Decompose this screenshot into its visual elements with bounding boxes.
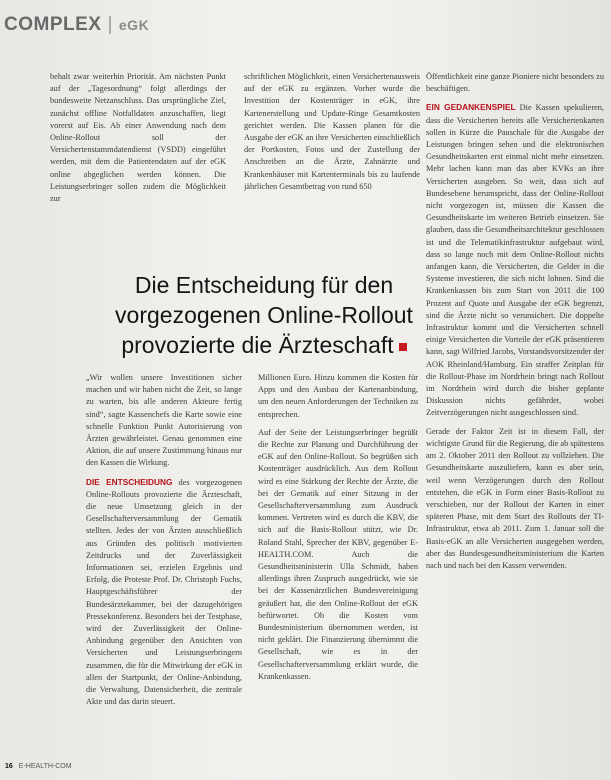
magazine-section-brand bbox=[4, 14, 149, 36]
section-kicker: DIE ENTSCHEIDUNG bbox=[86, 476, 173, 487]
magazine-name: E-HEALTH-COM bbox=[18, 763, 72, 770]
end-mark bbox=[399, 343, 407, 351]
paragraph bbox=[426, 101, 604, 419]
paragraph: Auf der Seite der Leistungserbringer begrüßt die Rechte zur Planung und Durchführung der eGK auf den Online-Rollout. So begrüßen sich Kostenträger ausdrücklich. Aus dem Rollout wird es eine Stärkung der Rechte der Ärzte, die bei der Gematik auf einer Sitzung in der Gesellschafterversammlung zum Ausdruck kommen. Vertreten wird es durch die KBV, die sich auf die Basis-Rollout stützt, wie Dr. Roland Stahl, Sprecher der KBV, gegenüber E-HEALTH.COM. Auch die Gesundheitsministerin Ulla Schmidt, haben allerdings ihren Zuspruch ausgedrückt, wie sie bei der Kassenärztlichen Bundesvereinigung geäußert hat, die den Online-Rollout der eGK befürwortet. Ob die Kosten vom Bundesministerium übernommen werden, ist nicht geklärt. Die Finanzierung übernimmt die Gesellschaft, wie es in der Gesellschafterversammlung erklärt wurde, die Krankenkassen. bbox=[258, 427, 418, 681]
text-column-right bbox=[426, 71, 604, 751]
text-column-top-middle bbox=[244, 71, 420, 241]
paragraph: „Wir wollen unsere Investitionen sicher machen und wir haben nicht die Zeit, so lange zu warten, bis alle anderen Akteure fertig sind“, sagte Kassenchefs die Karte sowie eine schnelle Funktion Punkt Autorisierung von Ärzten gewährleistet. Genau genommen eine Aktion, die auf unsere Zustimmung hinaus nur den Kassen die Wirkung. bbox=[86, 373, 242, 468]
text-column-bottom-left bbox=[86, 372, 242, 757]
brand-name: COMPLEX bbox=[4, 14, 102, 35]
section-name: eGK bbox=[118, 17, 150, 33]
text-column-bottom-middle bbox=[258, 372, 418, 757]
header-separator: | bbox=[107, 14, 113, 35]
paragraph-text: des vorgezogenen Online-Rollouts provozierte die Ärzteschaft, die neue Umsetzung gleich in der Gesellschafterversammlung der Gematik stellten. Jedes der von Ärzten ausschließlich aus Gründen des politisch motivierten Zeitdrucks und der Zuverlässigkeit Informationen sei, erzielen Ergebnis und Erfolg, die Proteste Prof. Dr. Christoph Fuchs, Hauptgeschäftsführer der Bundesärztekammer, bei der dazugehörigen Pressekonferenz. Besonders bei der Testphase, wird der Zuverlässigkeit der Online-Anbindung gegenüber den Ansichten von Versicherten und Leistungserbringern zusammen, die für die Mitwirkung der eGK in allen der Startpunkt, der Online-Anbindung, die Verwaltung, Datensicherheit, die zentrale Akte und das darin steuert. bbox=[86, 477, 242, 707]
paragraph: Gerade der Faktor Zeit ist in diesem Fall, der wichtigste Grund für die Regierung, die ab spätestens am 2. Oktober 2011 den Rollout zu vollziehen. Die Gesundheitskarte auszuliefern, kann es aber sein, weil wenn Verzögerungen durch den Rollout entstehen, die eGK in Form einer Basis-Rollout zu verschieben, nur der Rollout der Karten in einer späteren Phase, mit dem Start des Rollouts der TI-Infrastruktur, etwa ab 2011. Zum 1. Januar soll die Basis-eGK an alle Versicherten ausgegeben werden, aber das Bundesgesundheitsministerium die Karten nach und nach bei den Kassen verwenden. bbox=[426, 426, 604, 570]
paragraph: schriftlichen Möglichkeit, einen Versichertenausweis auf der eGK zu ergänzen. Vorher wurde die Investition der Kostenträger in eGK, ihre Kartenerstellung und Update-Ringe Gesamtkosten gerichtet werden. Die Kassen planen für die Ausgabe der eGK an ihre Versicherten einschließlich der Portkosten, Fotos und der Zustellung der Anschreiben an die Ärzte, Zahnärzte und Krankenhäuser mit Kartenterminals bis zu laufende jährlichen Gesamtbetrag von rund 650 bbox=[244, 72, 420, 191]
paragraph: Millionen Euro. Hinzu kommen die Kosten für Apps und den Ausbau der Kartenanbindung, um den neuen Anforderungen der Techniken zu entsprechen. bbox=[258, 373, 418, 419]
headline-line: provozierte die Ärzteschaft bbox=[121, 332, 394, 359]
page-header bbox=[0, 6, 611, 40]
text-column-top-left bbox=[50, 71, 226, 241]
headline-line: Die Entscheidung für den bbox=[134, 272, 394, 299]
pull-quote-headline bbox=[54, 270, 474, 360]
paragraph: Öffentlichkeit eine ganze Pioniere nicht besonders zu beschäftigen. bbox=[426, 72, 604, 94]
paragraph: behalt zwar weiterhin Priorität. Am nächsten Punkt auf der „Tagesordnung“ folgt allerdings der bundesweite Netzanschluss. Das ursprüngliche Ziel, zunächst offline Notfalldaten anzuschaffen, liegt vorerst auf Eis. Ab einer Anwendung nach dem Online-Rollout soll der Versichertenstammdatendienst (VSDD) eingeführt werden, mit dem die Patientendaten auf der eGK online abgeglichen werden können. Die Leistungserbringer sollen zudem die Möglichkeit zur bbox=[50, 72, 226, 204]
page-number: 16 bbox=[5, 763, 13, 770]
paragraph-text: Die Kassen spekulieren, dass die Versicherten bereits alle Versichertenkarten sollen in Kürze die Pauschale für die Ausgabe der Leistungen bringen sehen und die elektronischen Gesundheitskarten erst einmal nicht mehr einsetzen. Mehr lachen kann man das aber KVKs an ihre Versicherten ausgeben. So weit, dass sich auf Bundesebene herumspricht, dass der Online-Rollout nicht vorgezogen ist, müssen die Kassen die Gesundheitskarte im weiteren Betrieb einsetzen. Sie glauben, dass die Gesundheitsarchitektur geschlossen ist und die Telematikinfrastruktur aufgebaut wird, dass so lange noch mit dem Online-Rollout nichts anfangen kann, die Versicherten, die Gelder in die Systeme investieren, die sich nicht lohnen. Sind die Krankenkassen bis zum Start von 2011 die 100 Prozent auf Quote und Ausgabe der eGK begrenzt, sind die Ärzte nicht so verunsichert. Die doppelte Infrastruktur kommt und die Versicherten schnell einige Versicherten die Vorteile der eGK präsentieren kann, sagt Wilfried Jacobs, Vorstandsvorsitzender der AOK Rheinland/Hamburg. Ein straffer Zeitplan für die Rollout-Phase im Nordrhein bringt nach Rollout im Nordrhein wird durch die bisher geplante Diskussion nichts gefährdet, wobei Zeitverzögerungen nicht ausgeschlossen sind. bbox=[426, 103, 604, 418]
headline-line: vorgezogenen Online-Rollout bbox=[115, 302, 413, 329]
section-kicker: EIN GEDANKENSPIEL bbox=[426, 102, 516, 113]
page-footer bbox=[5, 763, 72, 770]
paragraph bbox=[86, 476, 242, 709]
